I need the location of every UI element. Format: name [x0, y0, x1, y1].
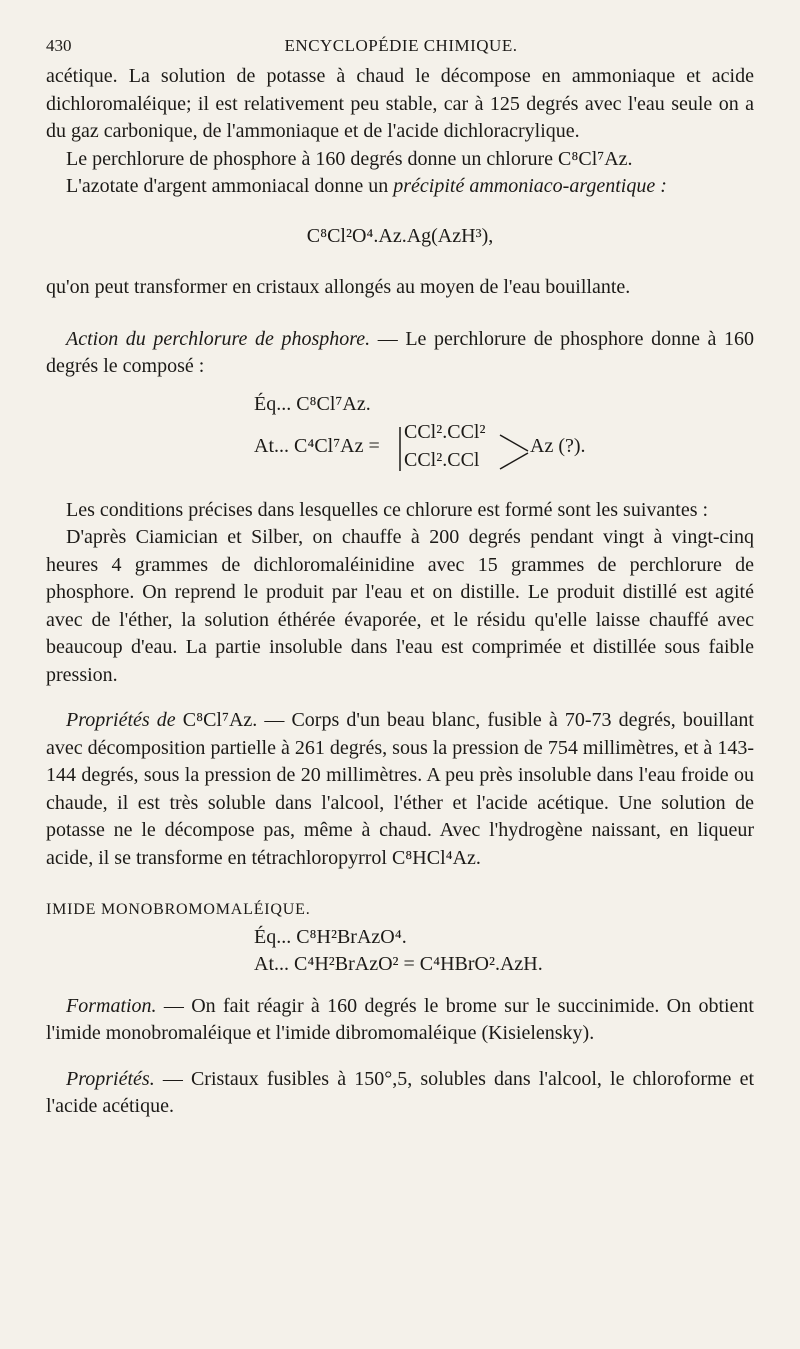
structural-equation: [46, 389, 754, 481]
section-proprietes-imide-text: — Cristaux fusibles à 150°,5, solubles dans l'alcool, le chloroforme et l'acide acétique.: [46, 1067, 754, 1117]
section-action-heading: Action du perchlorure de phosphore.: [66, 327, 371, 350]
page-header: [46, 36, 756, 58]
formula-imide-at: At... C⁴H²BrAzO² = C⁴HBrO².AzH.: [254, 953, 543, 975]
paragraph-conditions: Les conditions précises dans lesquelles ce chlorure est formé sont les suivantes :: [66, 498, 709, 521]
section-proprietes-imide-heading: Propriétés.: [66, 1067, 155, 1090]
paragraph-azotate-lead: L'azotate d'argent ammoniacal donne un: [66, 175, 394, 197]
running-title: ENCYCLOPÉDIE CHIMIQUE.: [284, 36, 518, 55]
page-number: 430: [46, 36, 72, 55]
paragraph-intro: acétique. La solution de potasse à chaud le décompose en ammoniaque et acide dichloromaléique; il est relativement peu stable, car à 125 degrés avec l'eau seule on a du gaz carbonique, de l'ammoniaque et de l'acide dichloracrylique.: [46, 65, 754, 142]
section-action-text: — Le perchlorure de phosphore donne à 160 degrés le composé :: [46, 327, 754, 377]
page-body: [46, 63, 754, 1121]
paragraph-azotate: [46, 173, 754, 201]
formula-imide-eq: Éq... C⁸H²BrAzO⁴.: [254, 925, 407, 948]
structure-right: Az (?).: [530, 434, 586, 457]
structure-bottom: CCl².CCl: [404, 448, 480, 471]
equation-eq-line: Éq... C⁸Cl⁷Az.: [254, 392, 371, 415]
paragraph-perchlorure: Le perchlorure de phosphore à 160 degrés donne un chlorure C⁸Cl⁷Az.: [66, 147, 633, 170]
section-proprietes-text: C⁸Cl⁷Az. — Corps d'un beau blanc, fusible à 70-73 degrés, bouillant avec décomposition partielle à 261 degrés, sous la pression de 754 millimètres, et à 143-144 degrés, sous la pression de 20 millimètres. A peu près insoluble dans l'eau froide ou chaude, il est très soluble dans l'alcool, l'éther et l'acide acétique. Une solution de potasse ne le décompose pas, même à chaud. Avec l'hydrogène naissant, en liqueur acide, il se transforme en tétrachloropyrrol C⁸HCl⁴Az.: [46, 709, 754, 869]
paragraph-proprietes: [46, 707, 754, 872]
paragraph-azotate-emph: précipité ammoniaco-argentique :: [393, 175, 667, 197]
section-formation-heading: Formation.: [66, 994, 157, 1017]
section-formation-text: — On fait réagir à 160 degrés le brome sur le succinimide. On obtient l'imide monobromaléique et l'imide dibromomaléique (Kisielensky).: [46, 994, 754, 1044]
section-title-imide: IMIDE MONOBROMOMALÉIQUE.: [46, 901, 311, 918]
bond-upper-diagonal: [500, 435, 528, 451]
bond-lower-diagonal: [500, 453, 528, 469]
paragraph-transform: qu'on peut transformer en cristaux allongés au moyen de l'eau bouillante.: [46, 276, 631, 298]
formulas-imide: [46, 924, 754, 979]
structure-top: CCl².CCl²: [404, 420, 486, 443]
paragraph-ciamician: D'après Ciamician et Silber, on chauffe à 200 degrés pendant vingt à vingt-cinq heures 4 grammes de dichloromaléinidine avec 15 grammes de perchlorure de phosphore. On reprend le produit par l'eau et on distille. Le produit distillé est agité avec de l'éther, la solution éthérée évaporée, et le résidu qu'elle laisse chauffé avec beaucoup d'eau. La partie insoluble dans l'eau est comprimée et distillée sous faible pression.: [46, 526, 754, 686]
paragraph-action: [46, 326, 754, 381]
paragraph-formation: [46, 993, 754, 1048]
paragraph-proprietes-imide: [46, 1066, 754, 1121]
structure-bonds: [396, 417, 532, 481]
equation-at-line: At... C⁴Cl⁷Az =: [254, 434, 380, 457]
section-proprietes-heading: Propriétés de: [66, 709, 176, 731]
formula-precipite: C⁸Cl²O⁴.Az.Ag(AzH³),: [306, 224, 494, 247]
